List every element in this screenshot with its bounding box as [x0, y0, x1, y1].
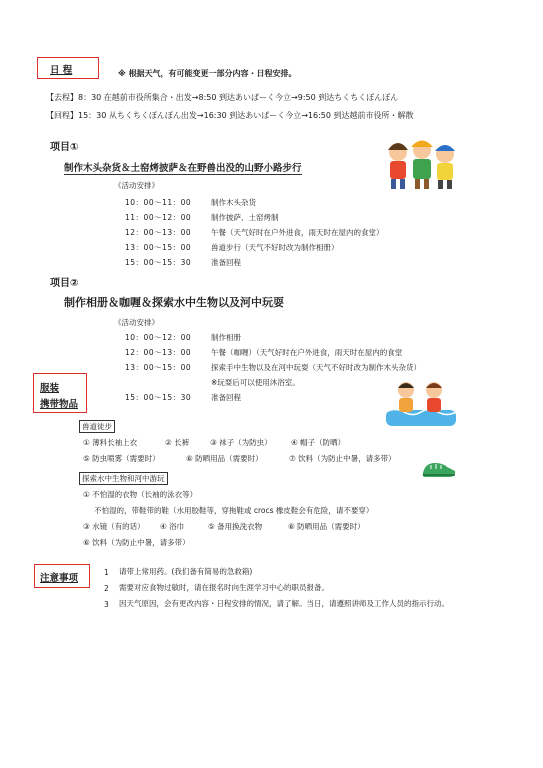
hiking-item-7: ⑦ 饮料（为防止中暑，请多带） — [289, 454, 396, 463]
project1-heading: 项目① — [50, 142, 79, 153]
clothing-label-line1: 服装 — [40, 383, 60, 394]
notes-label: 注意事项 — [40, 573, 79, 584]
project2-heading: 项目② — [50, 278, 79, 289]
project2-time-5: 15：00～15：30 — [125, 393, 192, 402]
category-water-exploration: 探索水中生物和河中游玩 — [79, 472, 168, 485]
category-hiking: 兽道徒步 — [79, 420, 115, 433]
water-item-6: ⑥ 防晒用品（需要时） — [288, 522, 365, 531]
hiking-item-4: ④ 帽子（防晒） — [291, 438, 346, 447]
project1-activity-1: 制作木头杂货 — [211, 198, 256, 207]
project1-plan-label: 《活动安排》 — [114, 181, 159, 190]
project2-time-1: 10：00～12：00 — [125, 333, 192, 342]
hiking-item-3: ③ 袜子（为防虫） — [210, 438, 272, 447]
project1-time-1: 10：00～11：00 — [125, 198, 192, 207]
hikers-illustration — [382, 132, 460, 192]
water-item-7: ⑥ 饮料（为防止中暑，请多带） — [83, 538, 190, 547]
note-number-1: 1 — [104, 568, 109, 577]
project2-time-3: 13：00～15：00 — [125, 363, 192, 372]
project2-activity-2: 午餐（咖喱）（天气好时在户外进食，雨天时在屋内的食堂 — [211, 348, 403, 357]
schedule-notice: ※ 根据天气，有可能变更一部分内容・日程安排。 — [118, 69, 297, 78]
project1-time-3: 12：00～13：00 — [125, 228, 192, 237]
project1-time-4: 13：00～15：00 — [125, 243, 192, 252]
schedule-return: 【回程】15：30 从ちくちくぼんぼん出发→16:30 到达あいぱーく今立→16:50 到达越前市役所・解散 — [46, 111, 414, 120]
water-item-1: ① 不怕湿的衣物（长袖的泳衣等） — [83, 490, 198, 499]
project2-activity-3: 探索手中生物以及在河中玩耍（天气不好时改为制作木头杂货） — [211, 363, 421, 372]
project1-activity-3: 午餐（天气好时在户外进食，雨天时在屋内的食堂） — [211, 228, 384, 237]
note-text-1: 请带上常用药。(我们备有简易的急救箱) — [119, 567, 253, 576]
project1-activity-2: 制作披萨、土窑烤制 — [211, 213, 279, 222]
note-number-2: 2 — [104, 584, 109, 593]
water-item-4: ④ 浴巾 — [160, 522, 185, 531]
schedule-outbound: 【去程】8：30 在越前市役所集合・出发→8:50 到达あいぱーく今立→9:50 到达ちくちくぼんぼん — [46, 93, 399, 102]
project1-title: 制作木头杂货＆土窑烤披萨＆在野兽出没的山野小路步行 — [64, 160, 302, 175]
project2-plan-label: 《活动安排》 — [114, 318, 159, 327]
schedule-label: 日 程 — [50, 65, 73, 76]
note-number-3: 3 — [104, 600, 109, 609]
project1-time-5: 15：00～15：30 — [125, 258, 192, 267]
project2-title: 制作相册＆咖喱＆探索水中生物以及河中玩耍 — [64, 296, 284, 309]
project2-shower-note: ※玩耍后可以使用沐浴室。 — [211, 378, 300, 387]
clothing-label-line2: 携带物品 — [40, 399, 79, 410]
project1-activity-5: 准备回程 — [211, 258, 241, 267]
swimming-kids-illustration — [386, 376, 456, 428]
hiking-item-2: ② 长裤 — [165, 438, 190, 447]
project2-time-2: 12：00～13：00 — [125, 348, 192, 357]
hiking-item-6: ⑥ 防晒用品（需要时） — [186, 454, 263, 463]
project1-activity-4: 兽道步行（天气不好时改为制作相册） — [211, 243, 339, 252]
water-shoes-illustration — [421, 455, 457, 481]
note-text-3: 因天气原因，会有更改内容・日程安排的情况，请了解。当日，请遵照讲师及工作人员的指示行动。 — [119, 599, 449, 608]
note-text-2: 需要对应食物过敏时，请在报名时向生涯学习中心的职员报备。 — [119, 583, 329, 592]
water-item-3: ③ 水镜（有的话） — [83, 522, 145, 531]
hiking-item-5: ⑤ 防虫喷雾（需要时） — [83, 454, 160, 463]
project2-activity-1: 制作相册 — [211, 333, 241, 342]
project2-activity-5: 准备回程 — [211, 393, 241, 402]
water-item-5: ⑤ 备用换洗衣物 — [208, 522, 263, 531]
hiking-item-1: ① 薄料长袖上衣 — [83, 438, 138, 447]
water-item-2: 不怕湿的，带鞋带的鞋（水用胶鞋等，穿拖鞋或 crocs 橡皮鞋会有危险，请不要穿） — [94, 506, 374, 515]
project1-time-2: 11：00～12：00 — [125, 213, 192, 222]
